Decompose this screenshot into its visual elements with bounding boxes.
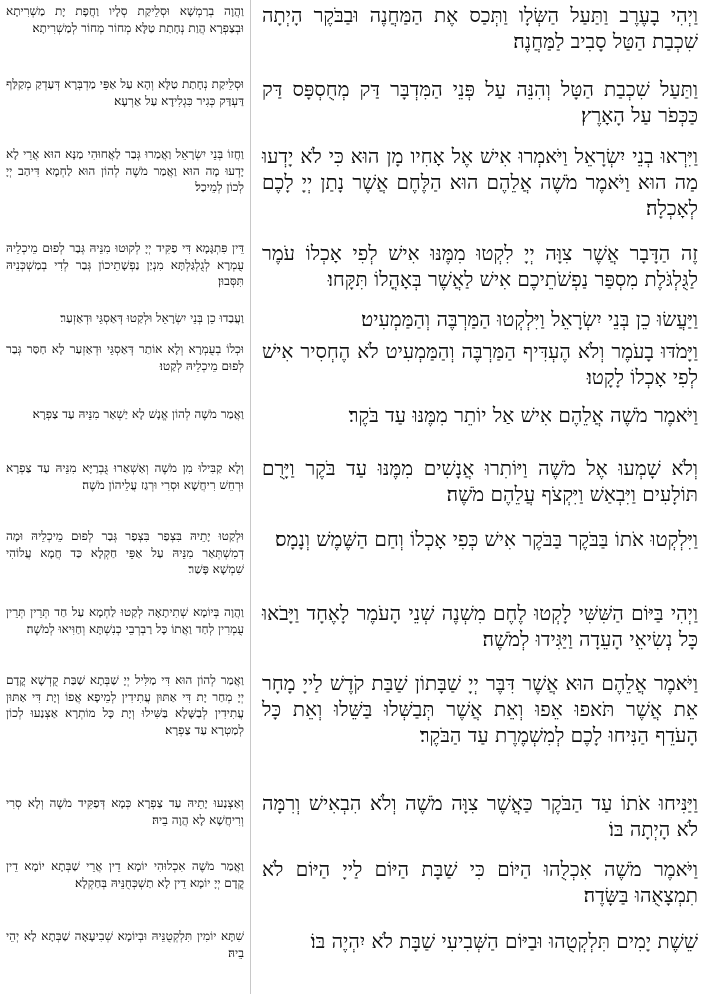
column-divider <box>250 0 251 994</box>
aramaic-verse: וַאֲמַר מֹשֶׁה אִכְלוּהִי יוֹמָא דֵין אֲרֵי שַׁבְּתָא יוֹמָא דֵין קֳדָם יְיָ יוֹמָא דֵין לָא תַשְׁכְּחֻנֵּיהּ בְּחַקְלָא׃ <box>6 859 244 890</box>
aramaic-verse: וַהֲוָה בְּיוֹמָא שְׁתִיתָאָה לְקַטוּ לַחְמָא עַל חַד תְּרֵין תְּרֵין עֻמְרִין לְחַד וַאֲתוֹ כָּל רַבְרְבֵי כְנִשְׁתָּא וְחַוִּיאוּ לְמֹשֶׁה׃ <box>6 605 244 636</box>
hebrew-verse: זֶה הַדָּבָר אֲשֶׁר צִוָּה יְיָ לִקְטוּ מִמֶּנּוּ אִישׁ לְפִי אָכְלוֹ עֹמֶר לַגֻּלְגֹּלֶת מִסְפַּר נַפְשֹׁתֵיכֶם אִישׁ לַאֲשֶׁר בְּאָהֳלוֹ תִּקָּחוּ׃ <box>262 241 698 291</box>
hebrew-verse: וַיֹּאמֶר אֲלֵהֶם הוּא אֲשֶׁר דִּבֶּר יְיָ שַׁבָּתוֹן שַׁבַּת קֹדֶשׁ לַייָ מָחָר אֵת אֲשֶׁר תֹּאפוּ אֵפוּ וְאֵת אֲשֶׁר תְּבַשְּׁלוּ בַּשֵּׁלוּ וְאֵת כָּל הָעֹדֵף הַנִּיחוּ לָכֶם לְמִשְׁמֶרֶת עַד הַבֹּקֶר׃ <box>262 671 698 747</box>
hebrew-verse: וַיְהִי בַּיּוֹם הַשִּׁשִּׁי לָקְטוּ לֶחֶם מִשְׁנֶה שְׁנֵי הָעֹמֶר לָאֶחָד וַיָּבֹאוּ כָּל נְשִׂיאֵי הָעֵדָה וַיַּגִּידוּ לְמֹשֶׁה׃ <box>262 601 698 651</box>
hebrew-verse: וַיֹּאמֶר מֹשֶׁה אֲלֵהֶם אִישׁ אַל יוֹתֵר מִמֶּנּוּ עַד בֹּקֶר׃ <box>348 403 698 427</box>
aramaic-verse: וְלָא קַבִּילוּ מִן מֹשֶׁה וְאַשְׁאַרוּ גֻּבְרַיָּא מִנֵּיהּ עַד צַפְרָא וּרְחֵשׁ רִיחֲשָׁא וּסְרִי וּרְגַז עֲלֵיהוֹן מֹשֶׁה׃ <box>6 461 244 492</box>
aramaic-verse: דֵּין פִּתְגָּמָא דִּי פַקִּיד יְיָ לְקוּטוּ מִנֵּיהּ גְּבַר לְפוּם מֵיכְלֵיהּ עֻמְרָא לְגֻלְגַּלְתָּא מִנְיַן נַפְשָׁתֵיכוֹן גְּבַר לְדִי בְמַשְׁכְּנֵיהּ תִּסְּבוּן׃ <box>6 241 244 288</box>
hebrew-verse: וַיֹּאמֶר מֹשֶׁה אִכְלֻהוּ הַיּוֹם כִּי שַׁבָּת הַיּוֹם לַייָ הַיּוֹם לֹא תִמְצָאֻהוּ בַּשָּׂדֶה׃ <box>262 857 698 907</box>
hebrew-verse: וַיְהִי בָעֶרֶב וַתַּעַל הַשְּׂלָו וַתְּכַס אֶת הַמַּחֲנֶה וּבַבֹּקֶר הָיְתָה שִׁכְבַת הַטַּל סָבִיב לַמַּחֲנֶה׃ <box>262 3 698 53</box>
aramaic-verse: וְאַצְנַעוּ יָתֵיהּ עַד צַפְרָא כְּמָא דְּפַקִּיד מֹשֶׁה וְלָא סְרִי וְרִיחֲשָׁא לָא הֲוָה בֵיהּ׃ <box>6 796 244 827</box>
hebrew-verse: וַיִּרְאוּ בְנֵי יִשְׂרָאֵל וַיֹּאמְרוּ אִישׁ אֶל אָחִיו מָן הוּא כִּי לֹא יָדְעוּ מַה הוּא וַיֹּאמֶר מֹשֶׁה אֲלֵהֶם הוּא הַלֶּחֶם אֲשֶׁר נָתַן יְיָ לָכֶם לְאָכְלָה׃ <box>262 144 698 220</box>
aramaic-verse: וּכְלוֹ בְעֻמְרָא וְלָא אוֹתַר דְּאַסְגֵּי וּדְאַזְעַר לָא חַסַּר גְּבַר לְפוּם מֵיכְלֵיהּ לְקַטוּ׃ <box>6 342 244 373</box>
aramaic-verse: וּסְלֵיקַת נְחָתַת טַלָּא וְהָא עַל אַפֵּי מַדְבְּרָא דְּעַדְקַ מְקַלַּף דַּעְדַּק כְּגִיר כִּגְלִידָא עַל אַרְעָא׃ <box>6 77 244 108</box>
hebrew-verse: שֵׁשֶׁת יָמִים תִּלְקְטֻהוּ וּבַיּוֹם הַשְּׁבִיעִי שַׁבָּת לֹא יִהְיֶה בּוֹ׃ <box>310 929 698 953</box>
aramaic-verse: וַהֲוָה בְרַמְשָׁא וּסְלֵיקַת סְלָיו וַחֲפָת יָת מַשְׁרִיתָא וּבְצַפְרָא הֲוַת נְחָתַת טַלָּא מְחוֹר מְחוֹר לְמַשְׁרִיתָא׃ <box>6 4 244 35</box>
aramaic-verse: וַאֲמַר לְהוֹן הוּא דִּי מַלִּיל יְיָ שַׁבְּתָא שַׁבַּת קֻדְשָׁא קֳדָם יְיָ מְחַר יָת דִּי אַתּוּן עֲתִידִין לְמֵיפָא אֲפוֹ וְיָת דִּי אַתּוּן עֲתִידִין לְבַשָּׁלָא בַּשִּׁילוּ וְיָת כָּל מוֹתְרָא אַצְנַעוּ לְכוֹן לְמַטְרָא עַד צַפְרָא׃ <box>6 673 244 737</box>
aramaic-verse: שִׁתָּא יוֹמִין תִּלְקְטֻנֵּיהּ וּבְיוֹמָא שְׁבִיעָאָה שַׁבְּתָא לָא יְהֵי בֵיהּ׃ <box>6 929 244 960</box>
aramaic-verse: וַעֲבַדוּ כֵן בְּנֵי יִשְׂרָאֵל וּלְקַטוּ דְּאַסְגֵּי וּדְאַזְעַר׃ <box>60 311 244 325</box>
hebrew-verse: וַיָּמֹדּוּ בָעֹמֶר וְלֹא הֶעְדִּיף הַמַּרְבֶּה וְהַמַּמְעִיט לֹא הֶחְסִיר אִישׁ לְפִי אָכְלוֹ לָקָטוּ׃ <box>262 339 698 389</box>
hebrew-verse: וַיַּנִּיחוּ אֹתוֹ עַד הַבֹּקֶר כַּאֲשֶׁר צִוָּה מֹשֶׁה וְלֹא הִבְאִישׁ וְרִמָּה לֹא הָיְתָה בּוֹ׃ <box>262 791 698 841</box>
aramaic-verse: וַאֲמַר מֹשֶׁה לְהוֹן אֱנָשׁ לָא יַשְׁאַר מִנֵּיהּ עַד צַפְרָא׃ <box>32 407 244 421</box>
aramaic-verse: וַחֲזוֹ בְּנֵי יִשְׂרָאֵל וַאֲמַרוּ גְּבַר לַאֲחוּהִי מַנָּא הוּא אֲרֵי לָא יָדְעוּ מָה הוּא וַאֲמַר מֹשֶׁה לְהוֹן הוּא לַחְמָא דִּיהַב יְיָ לְכוֹן לְמֵיכַל׃ <box>6 147 244 194</box>
aramaic-verse: וּלְקַטוּ יָתֵיהּ בִּצְפַר בִּצְפַר גְּבַר לְפוּם מֵיכְלֵיהּ וּמָה דְמִשְׁתְּאַר מִנֵּיהּ עַל אַפֵּי חַקְלָא כַּד חֲמָא עֲלוֹהִי שִׁמְשָׁא פָּשַׁר׃ <box>6 529 244 576</box>
hebrew-verse: וַיִּלְקְטוּ אֹתוֹ בַּבֹּקֶר בַּבֹּקֶר אִישׁ כְּפִי אָכְלוֹ וְחַם הַשֶּׁמֶשׁ וְנָמָס׃ <box>275 527 698 551</box>
hebrew-verse: וַיַּעֲשׂוּ כֵן בְּנֵי יִשְׂרָאֵל וַיִּלְקְטוּ הַמַּרְבֶּה וְהַמַּמְעִיט׃ <box>361 307 698 331</box>
hebrew-verse: וַתַּעַל שִׁכְבַת הַטָּל וְהִנֵּה עַל פְּנֵי הַמִּדְבָּר דַּק מְחֻסְפָּס דַּק כַּכְּפֹר עַל הָאָרֶץ׃ <box>262 77 698 127</box>
hebrew-verse: וְלֹא שָׁמְעוּ אֶל מֹשֶׁה וַיּוֹתִרוּ אֲנָשִׁים מִמֶּנּוּ עַד בֹּקֶר וַיָּרֻם תּוֹלָעִים וַיִּבְאַשׁ וַיִּקְצֹף עֲלֵהֶם מֹשֶׁה׃ <box>262 456 698 506</box>
